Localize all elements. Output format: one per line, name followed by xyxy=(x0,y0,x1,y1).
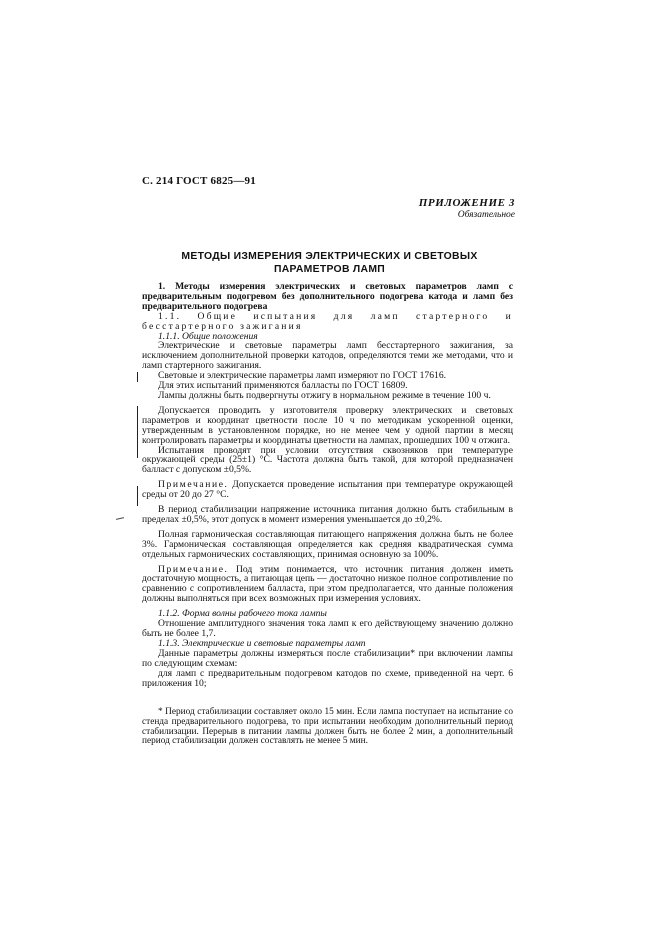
paragraph-test-conditions: Испытания проводят при условии отсутствия сквозняков при температуре окружающей среды (25±1) °С. Частота должна быть такой, для которой предназначен балласт с допуском ±0,5%. xyxy=(142,444,513,476)
footnote xyxy=(142,708,513,747)
title-line-1: МЕТОДЫ ИЗМЕРЕНИЯ ЭЛЕКТРИЧЕСКИХ И СВЕТОВЫХ xyxy=(181,251,478,262)
revision-marker xyxy=(137,406,138,458)
section-1-1-3-heading-text: 1.1.3. Электрические и световые параметры ламп xyxy=(158,637,366,649)
section-1-1-1-heading-text: 1.1.1. Общие положения xyxy=(158,330,258,342)
section-1-1-heading: 1.1. Общие испытания для ламп стартерного и бесстартерного зажигания xyxy=(142,310,513,332)
note-2 xyxy=(142,565,513,605)
paragraph-measurement: Данные параметры должны измеряться после стабилизации* при включении лампы по следующим схемам: xyxy=(142,647,513,669)
revision-marker xyxy=(137,486,138,506)
note-1 xyxy=(142,480,513,500)
margin-mark xyxy=(116,517,124,520)
footnote-text: * Период стабилизации составляет около 15 мин. Если лампа поступает на испытание со стенда предварительного подогрева, то при испытании необходим дополнительный период стабилизации. Перерыв в питании лампы должен быть не более 2 мин, а дополнительный период стабилизации должен составлять не менее 5 мин. xyxy=(142,707,513,747)
paragraph-preheat-scheme: для ламп с предварительным подогревом катодов по схеме, приведенной на черт. 6 приложения 10; xyxy=(142,667,513,689)
paragraph-harmonics: Полная гармоническая составляющая питающего напряжения должна быть не более 3%. Гармоническая составляющая определяется как средняя квадратическая сумма отдельных гармонических составляющих, принимая основную за 100%. xyxy=(142,528,513,560)
appendix-status: Обязательное xyxy=(457,210,515,220)
paragraph-accelerated-check: Допускается проводить у изготовителя проверку электрических и световых параметров и координат цветности после 10 ч по методикам ускоренной оценки, утвержденным в установленном порядке, но не менее чем у одной партии в месяц контролировать параметры и координаты цветности на лампах, прошедших 100 ч отжига. xyxy=(142,404,513,446)
paragraph-annealing: Лампы должны быть подвергнуты отжигу в нормальном режиме в течение 100 ч. xyxy=(158,389,491,401)
page-header: С. 214 ГОСТ 6825—91 xyxy=(142,175,256,187)
note-2-label: Примечание. xyxy=(158,563,229,575)
revision-marker xyxy=(137,372,138,382)
paragraph-general-1: Электрические и световые параметры ламп бесстартерного зажигания, за исключением дополнительной проверки катодов, определяются теми же методами, что и ламп стартерного зажигания. xyxy=(142,340,513,372)
appendix-number: ПРИЛОЖЕНИЕ 3 xyxy=(418,197,515,209)
section-1-1-2-heading-text: 1.1.2. Форма волны рабочего тока лампы xyxy=(158,608,327,620)
note-2-text: Под этим понимается, что источник питания должен иметь достаточную мощность, а питающая цепь — достаточно низкое полное сопротивление по сравнению с сопротивлением балласта, при этом предполагается, что данные положения должны выполняться при всех возможных при измерения условиях. xyxy=(142,563,513,605)
appendix-label-block xyxy=(419,197,515,220)
paragraph-waveform: Отношение амплитудного значения тока ламп к его действующему значению должно быть не более 1,7. xyxy=(142,618,513,639)
document-body xyxy=(142,282,513,688)
paragraph-general-3: Для этих испытаний применяются балласты по ГОСТ 16809. xyxy=(158,380,408,392)
note-1-label: Примечание. xyxy=(158,479,229,491)
paragraph-voltage-stability: В период стабилизации напряжение источника питания должно быть стабильным в пределах ±0,5%, этот допуск в момент измерения уменьшается до ±0,2%. xyxy=(142,504,513,525)
title-line-2: ПАРАМЕТРОВ ЛАМП xyxy=(273,264,386,275)
paragraph-general-2: Световые и электрические параметры ламп измеряют по ГОСТ 17616. xyxy=(158,370,447,382)
document-title xyxy=(142,250,517,276)
note-1-text: Допускается проведение испытания при температуре окружающей среды от 20 до 27 °С. xyxy=(142,479,514,501)
section-1-heading: 1. Методы измерения электрических и световых параметров ламп с предварительным подогревом без дополнительного подогрева катода и ламп без предварительного подогрева xyxy=(142,281,513,312)
